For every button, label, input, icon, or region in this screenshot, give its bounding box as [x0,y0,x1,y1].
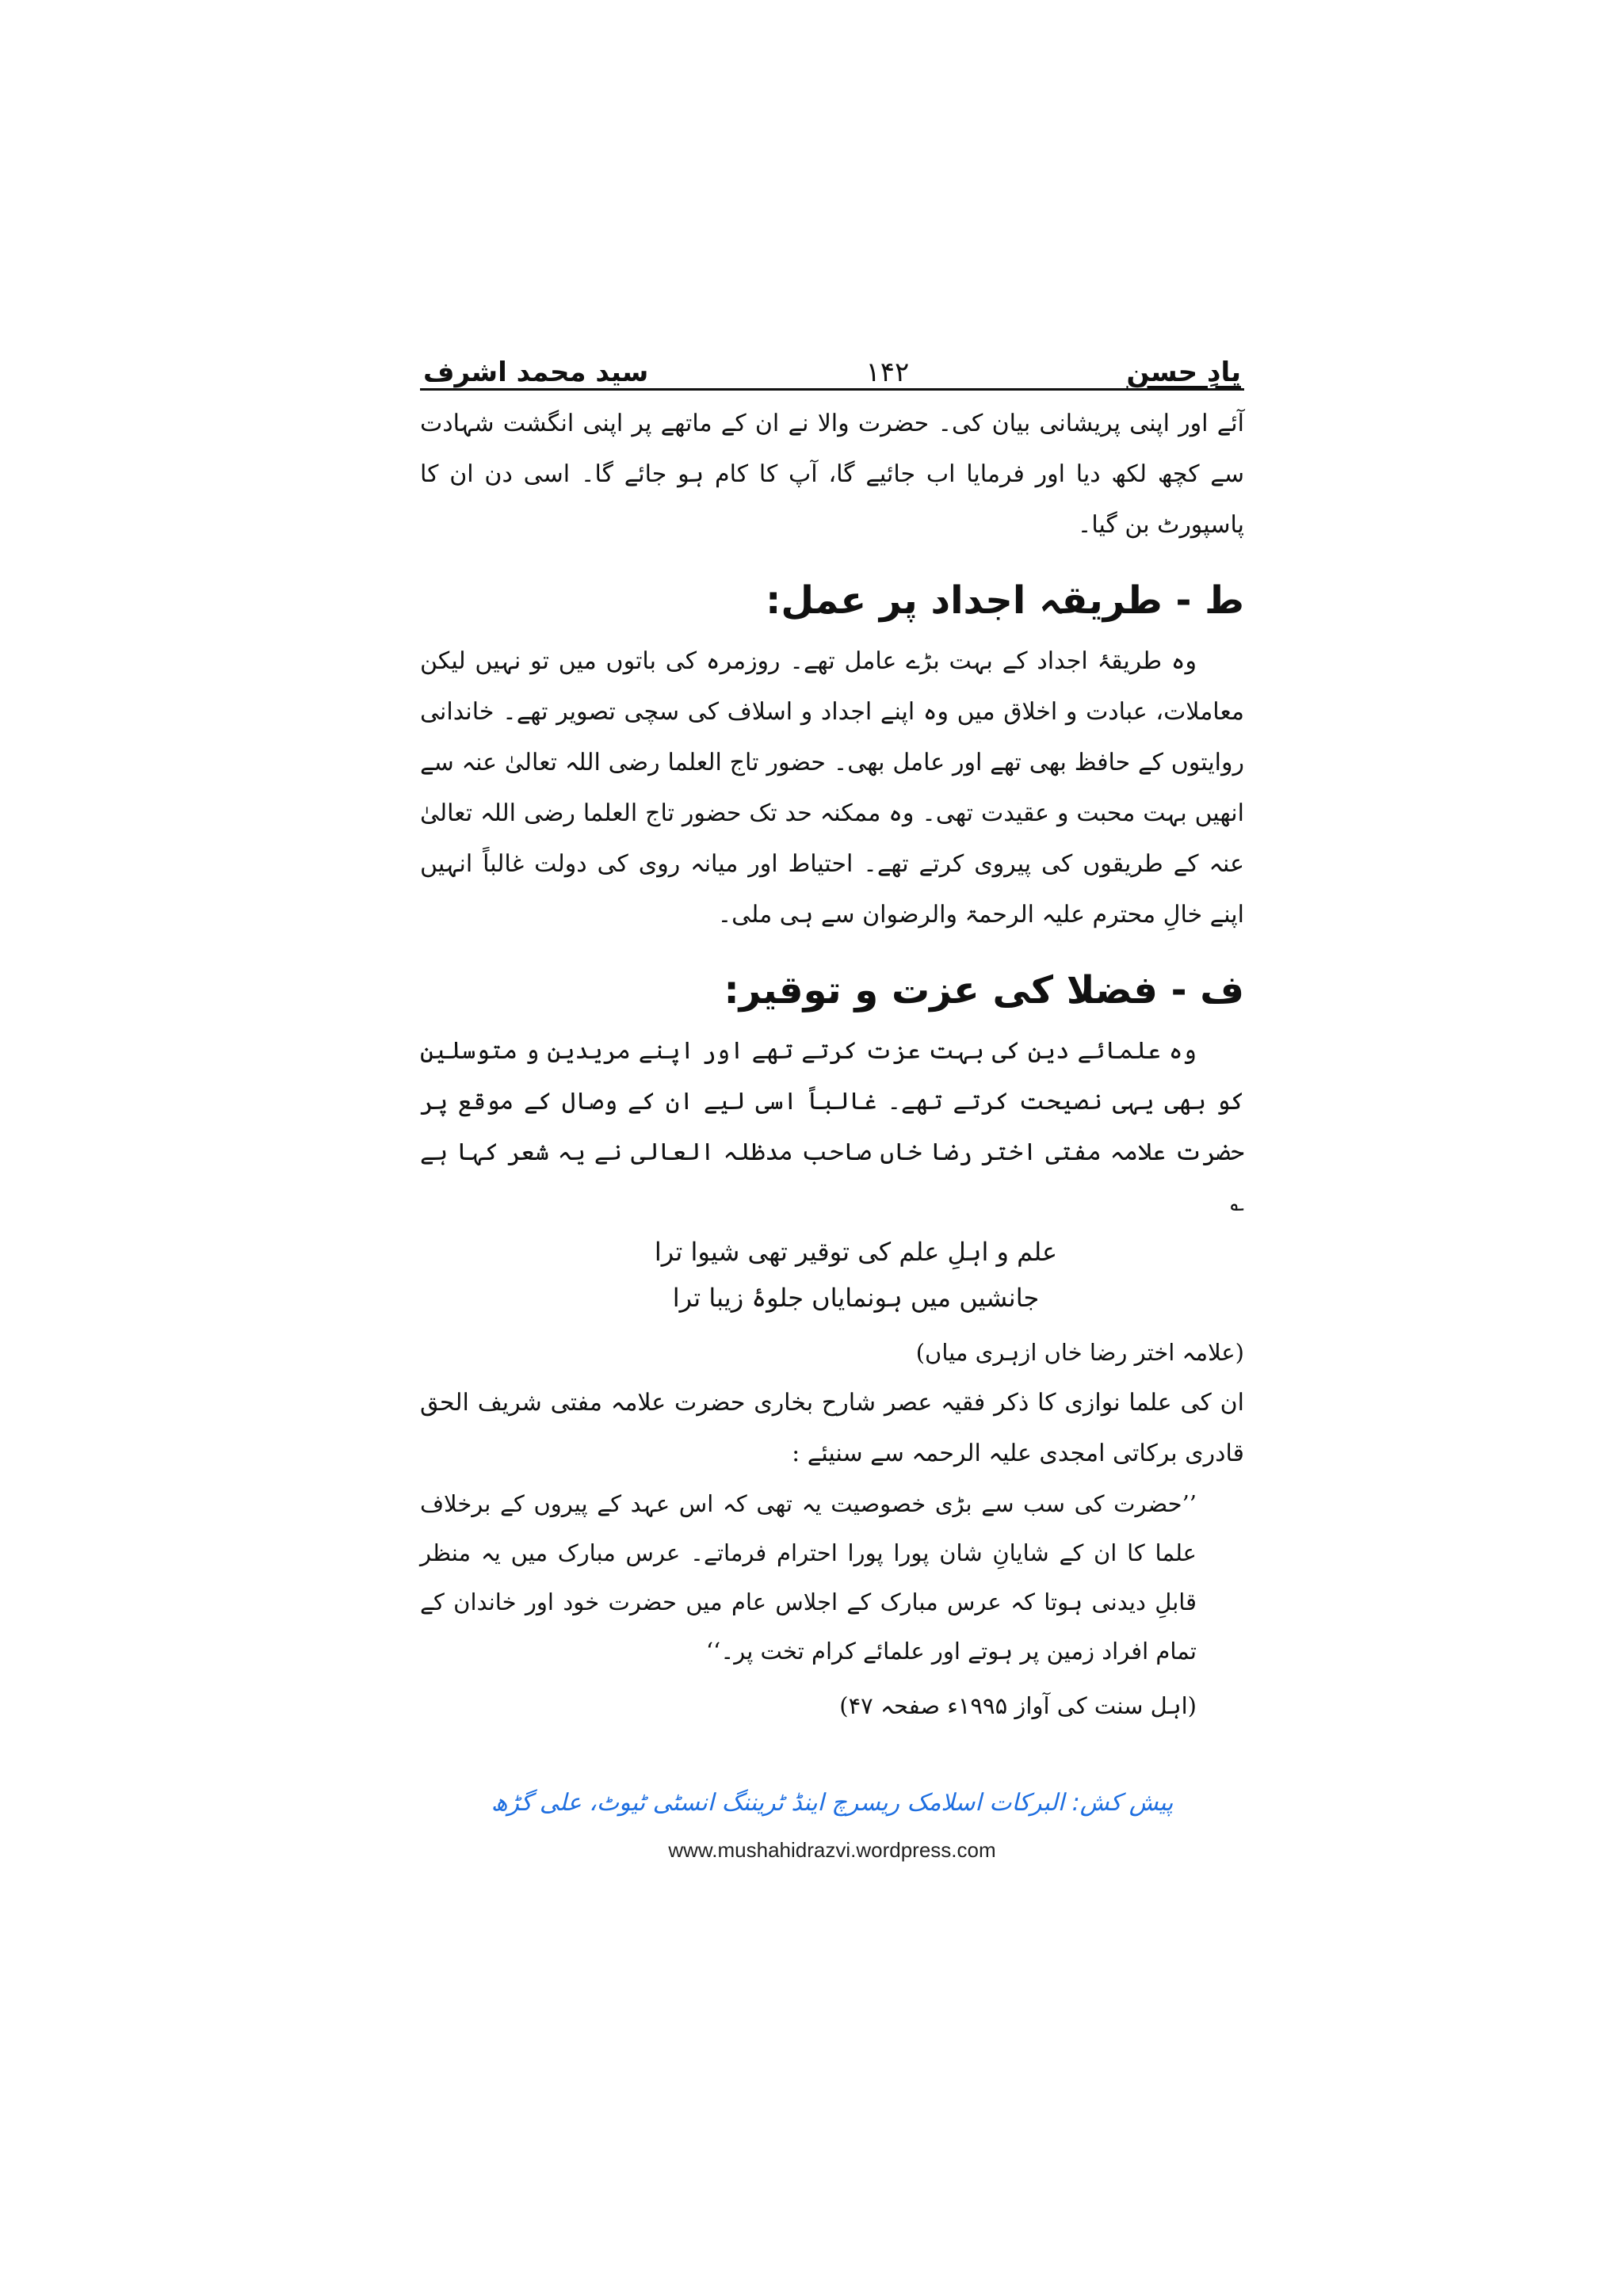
section-heading-respect-scholars: ف - فضلا کی عزت و توقیر: [724,968,1244,1013]
page-content [420,399,1244,1731]
publisher-credit-link[interactable]: پیش کش: البرکات اسلامک ریسرچ اینڈ ٹریننگ انسٹی ٹیوٹ، علی گڑھ [491,1789,1174,1817]
website-url[interactable]: www.mushahidrazvi.wordpress.com [668,1838,996,1862]
book-page [420,317,1244,1731]
verse-line: جانشیں میں ہونمایاں جلوۂ زیبا ترا [672,1283,1040,1313]
section-paragraph-respect-scholars: وہ علمائے دین کی بہت عزت کرتے تھے اور اپنے مریدین و متوسلین کو بھی یہی نصیحت کرتے تھے۔ غالباً اسی لیے ان کے وصال کے موقع پر حضرت علامہ مفتی اختر رضا خاں صاحب مدظلہ العالی نے یہ شعر کہا ہے ؎ [420,1037,1244,1217]
quote-source: (اہل سنت کی آواز ۱۹۹۵ء صفحہ ۴۷) [839,1692,1197,1719]
quote-text: ’’حضرت کی سب سے بڑی خصوصیت یہ تھی کہ اس عہد کے پیروں کے برخلاف علما کا ان کے شایانِ شان پورا پورا احترام فرماتے۔ عرس مبارک میں یہ منظر قابلِ دیدنی ہوتا کہ عرس مبارک کے اجلاس عام میں حضرت خود اور خاندان کے تمام افراد زمین پر ہوتے اور علمائے کرام تخت پر۔‘‘ [420,1490,1197,1665]
verse-line: علم و اہلِ علم کی توقیر تھی شیوا ترا [654,1237,1058,1267]
intro-paragraph: آئے اور اپنی پریشانی بیان کی۔ حضرت والا نے ان کے ماتھے پر اپنی انگشت شہادت سے کچھ لکھ دیا اور فرمایا اب جائیے گا، آپ کا کام ہو جائے گا۔ اسی دن ان کا پاسپورٹ بن گیا۔ [420,410,1244,539]
block-quote [420,1479,1244,1676]
verse-couplet [420,1229,1244,1321]
section-heading-ancestral-way: ط - طریقہ اجداد پر عمل: [766,578,1244,623]
book-title: یادِ حسن [1126,357,1241,388]
author-name: سید محمد اشرف [423,357,649,388]
verse-attribution: (علامہ اختر رضا خاں ازہری میاں) [915,1339,1244,1366]
quote-intro: ان کی علما نوازی کا ذکر فقیہ عصر شارح بخاری حضرت علامہ مفتی شریف الحق قادری برکاتی امجدی علیہ الرحمہ سے سنیئے : [420,1389,1244,1467]
running-header [420,317,1244,391]
section-paragraph-ancestral-way: وہ طریقۂ اجداد کے بہت بڑے عامل تھے۔ روزمرہ کی باتوں میں تو نہیں لیکن معاملات، عبادت و اخلاق میں وہ اپنے اجداد و اسلاف کی سچی تصویر تھے۔ خاندانی روایتوں کے حافظ بھی تھے اور عامل بھی۔ حضور تاج العلما رضی اللہ تعالیٰ عنہ سے انھیں بہت محبت و عقیدت تھی۔ وہ ممکنہ حد تک حضور تاج العلما رضی اللہ تعالیٰ عنہ کے طریقوں کی پیروی کرتے تھے۔ احتیاط اور میانہ روی کی دولت غالباً انہیں اپنے خالِ محترم علیہ الرحمۃ والرضوان سے ہی ملی۔ [420,647,1244,929]
page-number: ۱۴۲ [865,357,910,388]
